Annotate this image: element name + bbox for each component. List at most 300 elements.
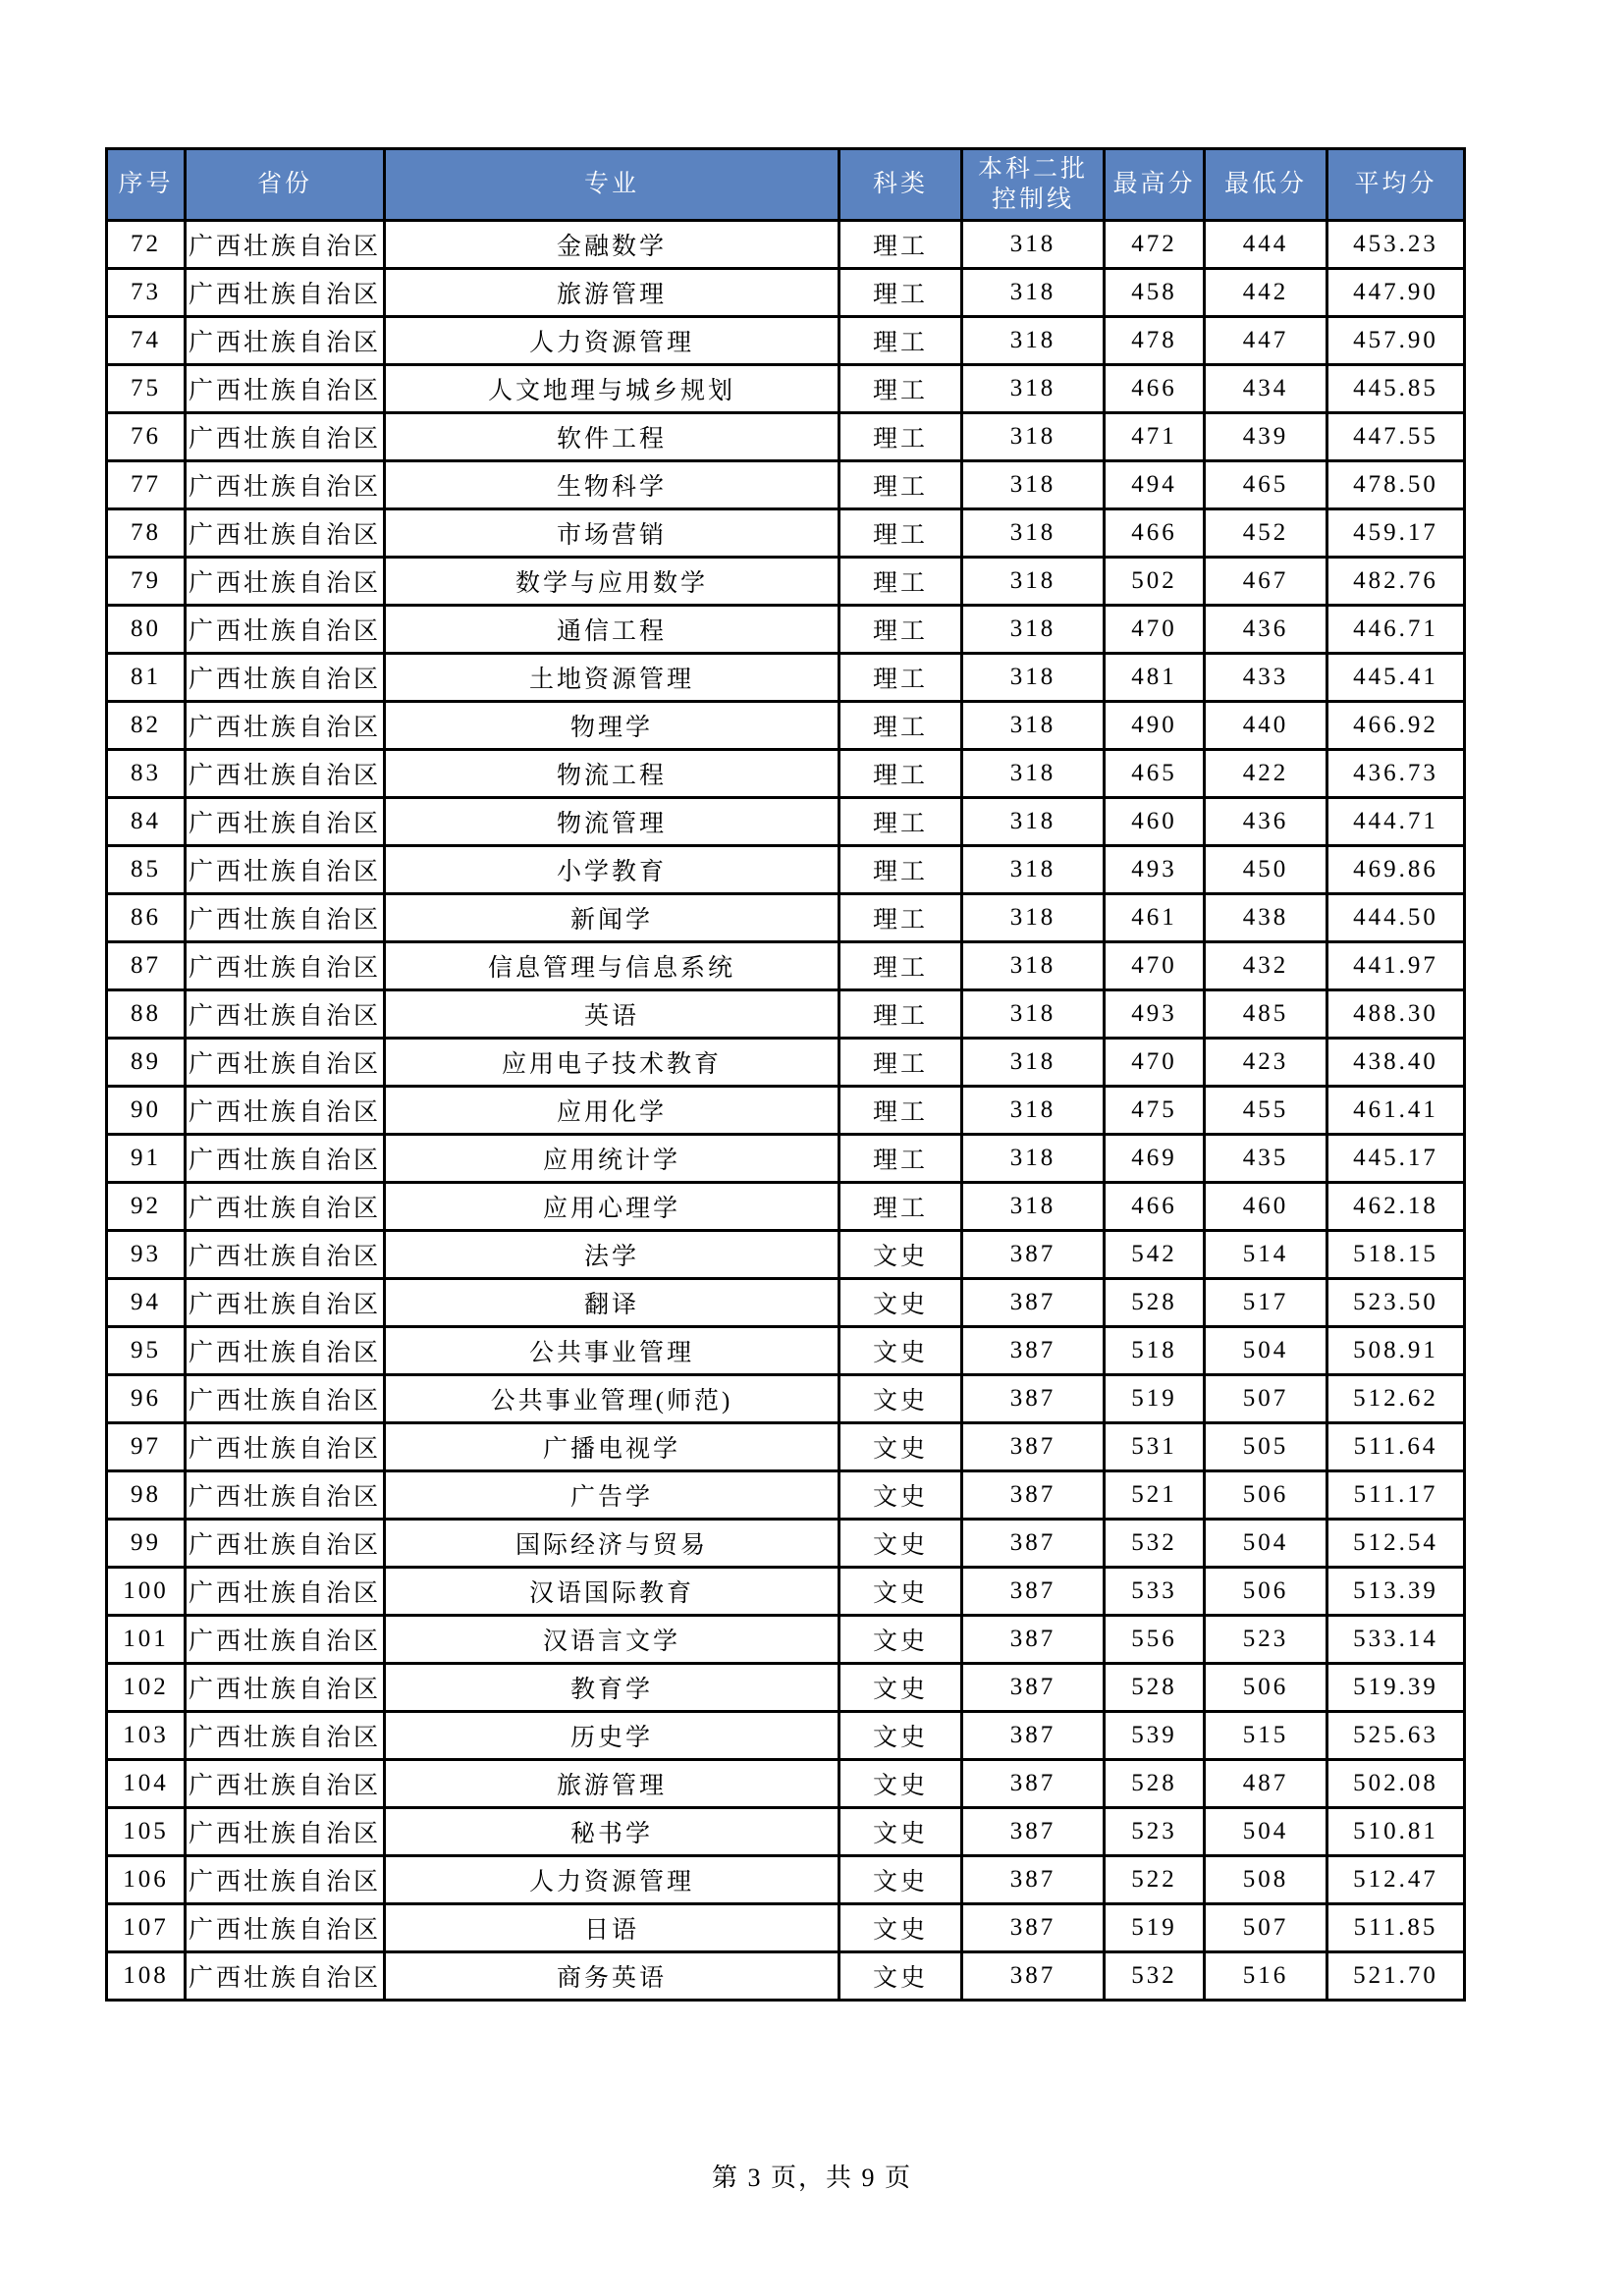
cell-province: 广西壮族自治区 bbox=[186, 942, 385, 990]
cell-max-score: 490 bbox=[1105, 702, 1205, 750]
cell-index: 81 bbox=[107, 654, 186, 702]
cell-control-line: 387 bbox=[962, 1664, 1105, 1712]
cell-avg-score: 521.70 bbox=[1327, 1952, 1465, 2001]
cell-avg-score: 436.73 bbox=[1327, 750, 1465, 798]
cell-max-score: 539 bbox=[1105, 1712, 1205, 1760]
table-row bbox=[107, 1856, 1465, 1904]
cell-avg-score: 511.85 bbox=[1327, 1904, 1465, 1952]
cell-min-score: 504 bbox=[1205, 1520, 1327, 1568]
cell-index: 103 bbox=[107, 1712, 186, 1760]
cell-province: 广西壮族自治区 bbox=[186, 1952, 385, 2001]
cell-min-score: 450 bbox=[1205, 846, 1327, 894]
cell-major: 物流管理 bbox=[385, 798, 839, 846]
cell-index: 84 bbox=[107, 798, 186, 846]
cell-avg-score: 488.30 bbox=[1327, 990, 1465, 1039]
table-row bbox=[107, 413, 1465, 461]
cell-province: 广西壮族自治区 bbox=[186, 1087, 385, 1135]
table-row bbox=[107, 1952, 1465, 2001]
cell-avg-score: 510.81 bbox=[1327, 1808, 1465, 1856]
table-row bbox=[107, 750, 1465, 798]
table-row bbox=[107, 654, 1465, 702]
cell-avg-score: 478.50 bbox=[1327, 461, 1465, 509]
cell-category: 文史 bbox=[839, 1375, 962, 1423]
cell-province: 广西壮族自治区 bbox=[186, 1231, 385, 1279]
table-row bbox=[107, 606, 1465, 654]
col-header-max-score: 最高分 bbox=[1105, 149, 1205, 221]
table-row bbox=[107, 942, 1465, 990]
cell-major: 通信工程 bbox=[385, 606, 839, 654]
cell-category: 理工 bbox=[839, 509, 962, 558]
cell-index: 95 bbox=[107, 1327, 186, 1375]
cell-major: 汉语言文学 bbox=[385, 1616, 839, 1664]
cell-max-score: 519 bbox=[1105, 1375, 1205, 1423]
cell-control-line: 387 bbox=[962, 1423, 1105, 1471]
cell-avg-score: 447.55 bbox=[1327, 413, 1465, 461]
cell-min-score: 455 bbox=[1205, 1087, 1327, 1135]
cell-major: 人文地理与城乡规划 bbox=[385, 365, 839, 413]
cell-control-line: 318 bbox=[962, 269, 1105, 317]
cell-max-score: 532 bbox=[1105, 1952, 1205, 2001]
table-row bbox=[107, 1375, 1465, 1423]
cell-avg-score: 441.97 bbox=[1327, 942, 1465, 990]
cell-province: 广西壮族自治区 bbox=[186, 1471, 385, 1520]
cell-min-score: 435 bbox=[1205, 1135, 1327, 1183]
cell-index: 91 bbox=[107, 1135, 186, 1183]
cell-min-score: 467 bbox=[1205, 558, 1327, 606]
cell-control-line: 387 bbox=[962, 1279, 1105, 1327]
cell-index: 93 bbox=[107, 1231, 186, 1279]
cell-control-line: 318 bbox=[962, 1039, 1105, 1087]
table-row bbox=[107, 846, 1465, 894]
cell-max-score: 502 bbox=[1105, 558, 1205, 606]
cell-index: 102 bbox=[107, 1664, 186, 1712]
cell-major: 公共事业管理(师范) bbox=[385, 1375, 839, 1423]
table-row bbox=[107, 1664, 1465, 1712]
cell-min-score: 523 bbox=[1205, 1616, 1327, 1664]
cell-province: 广西壮族自治区 bbox=[186, 702, 385, 750]
cell-index: 73 bbox=[107, 269, 186, 317]
cell-control-line: 318 bbox=[962, 750, 1105, 798]
cell-index: 90 bbox=[107, 1087, 186, 1135]
cell-province: 广西壮族自治区 bbox=[186, 1183, 385, 1231]
table-row bbox=[107, 1039, 1465, 1087]
cell-avg-score: 523.50 bbox=[1327, 1279, 1465, 1327]
cell-category: 理工 bbox=[839, 413, 962, 461]
cell-avg-score: 511.17 bbox=[1327, 1471, 1465, 1520]
cell-control-line: 318 bbox=[962, 654, 1105, 702]
cell-control-line: 318 bbox=[962, 990, 1105, 1039]
cell-category: 理工 bbox=[839, 1135, 962, 1183]
cell-major: 英语 bbox=[385, 990, 839, 1039]
cell-major: 应用心理学 bbox=[385, 1183, 839, 1231]
cell-index: 97 bbox=[107, 1423, 186, 1471]
cell-province: 广西壮族自治区 bbox=[186, 1664, 385, 1712]
control-line-line1: 本科二批 bbox=[977, 155, 1088, 183]
cell-avg-score: 533.14 bbox=[1327, 1616, 1465, 1664]
cell-category: 文史 bbox=[839, 1616, 962, 1664]
table-row bbox=[107, 365, 1465, 413]
cell-avg-score: 469.86 bbox=[1327, 846, 1465, 894]
cell-min-score: 444 bbox=[1205, 221, 1327, 269]
cell-province: 广西壮族自治区 bbox=[186, 1904, 385, 1952]
cell-index: 105 bbox=[107, 1808, 186, 1856]
cell-control-line: 318 bbox=[962, 702, 1105, 750]
cell-category: 理工 bbox=[839, 1039, 962, 1087]
cell-category: 理工 bbox=[839, 606, 962, 654]
cell-province: 广西壮族自治区 bbox=[186, 846, 385, 894]
cell-max-score: 528 bbox=[1105, 1664, 1205, 1712]
cell-major: 应用化学 bbox=[385, 1087, 839, 1135]
cell-index: 96 bbox=[107, 1375, 186, 1423]
cell-max-score: 542 bbox=[1105, 1231, 1205, 1279]
table-row bbox=[107, 894, 1465, 942]
cell-max-score: 556 bbox=[1105, 1616, 1205, 1664]
cell-major: 旅游管理 bbox=[385, 269, 839, 317]
cell-category: 文史 bbox=[839, 1279, 962, 1327]
cell-control-line: 387 bbox=[962, 1375, 1105, 1423]
cell-avg-score: 502.08 bbox=[1327, 1760, 1465, 1808]
cell-major: 翻译 bbox=[385, 1279, 839, 1327]
cell-min-score: 422 bbox=[1205, 750, 1327, 798]
cell-avg-score: 446.71 bbox=[1327, 606, 1465, 654]
cell-index: 101 bbox=[107, 1616, 186, 1664]
table-row bbox=[107, 269, 1465, 317]
cell-category: 文史 bbox=[839, 1520, 962, 1568]
table-body bbox=[107, 221, 1465, 2001]
cell-major: 物理学 bbox=[385, 702, 839, 750]
cell-category: 文史 bbox=[839, 1327, 962, 1375]
cell-min-score: 507 bbox=[1205, 1375, 1327, 1423]
cell-min-score: 487 bbox=[1205, 1760, 1327, 1808]
cell-category: 理工 bbox=[839, 990, 962, 1039]
cell-category: 理工 bbox=[839, 942, 962, 990]
cell-max-score: 528 bbox=[1105, 1279, 1205, 1327]
cell-min-score: 485 bbox=[1205, 990, 1327, 1039]
cell-min-score: 438 bbox=[1205, 894, 1327, 942]
cell-avg-score: 512.54 bbox=[1327, 1520, 1465, 1568]
col-header-avg-score: 平均分 bbox=[1327, 149, 1465, 221]
cell-index: 85 bbox=[107, 846, 186, 894]
cell-major: 小学教育 bbox=[385, 846, 839, 894]
cell-category: 文史 bbox=[839, 1423, 962, 1471]
cell-min-score: 506 bbox=[1205, 1471, 1327, 1520]
cell-control-line: 318 bbox=[962, 894, 1105, 942]
cell-min-score: 436 bbox=[1205, 606, 1327, 654]
cell-province: 广西壮族自治区 bbox=[186, 461, 385, 509]
cell-major: 数学与应用数学 bbox=[385, 558, 839, 606]
cell-index: 76 bbox=[107, 413, 186, 461]
cell-avg-score: 453.23 bbox=[1327, 221, 1465, 269]
col-header-control-line bbox=[962, 149, 1105, 221]
cell-control-line: 318 bbox=[962, 461, 1105, 509]
table-row bbox=[107, 509, 1465, 558]
cell-major: 汉语国际教育 bbox=[385, 1568, 839, 1616]
table-row bbox=[107, 1135, 1465, 1183]
cell-category: 理工 bbox=[839, 1087, 962, 1135]
cell-major: 人力资源管理 bbox=[385, 317, 839, 365]
cell-min-score: 507 bbox=[1205, 1904, 1327, 1952]
cell-control-line: 387 bbox=[962, 1231, 1105, 1279]
cell-control-line: 387 bbox=[962, 1856, 1105, 1904]
col-header-province: 省份 bbox=[186, 149, 385, 221]
cell-avg-score: 461.41 bbox=[1327, 1087, 1465, 1135]
table-row bbox=[107, 1183, 1465, 1231]
cell-max-score: 470 bbox=[1105, 942, 1205, 990]
cell-major: 秘书学 bbox=[385, 1808, 839, 1856]
table-row bbox=[107, 1760, 1465, 1808]
cell-control-line: 387 bbox=[962, 1568, 1105, 1616]
cell-index: 94 bbox=[107, 1279, 186, 1327]
cell-major: 软件工程 bbox=[385, 413, 839, 461]
cell-max-score: 458 bbox=[1105, 269, 1205, 317]
cell-max-score: 521 bbox=[1105, 1471, 1205, 1520]
cell-max-score: 470 bbox=[1105, 606, 1205, 654]
cell-control-line: 318 bbox=[962, 317, 1105, 365]
cell-min-score: 465 bbox=[1205, 461, 1327, 509]
cell-category: 文史 bbox=[839, 1904, 962, 1952]
cell-major: 历史学 bbox=[385, 1712, 839, 1760]
cell-max-score: 469 bbox=[1105, 1135, 1205, 1183]
cell-min-score: 514 bbox=[1205, 1231, 1327, 1279]
cell-index: 92 bbox=[107, 1183, 186, 1231]
cell-province: 广西壮族自治区 bbox=[186, 413, 385, 461]
cell-index: 82 bbox=[107, 702, 186, 750]
cell-category: 理工 bbox=[839, 798, 962, 846]
cell-major: 法学 bbox=[385, 1231, 839, 1279]
cell-control-line: 318 bbox=[962, 221, 1105, 269]
cell-province: 广西壮族自治区 bbox=[186, 1423, 385, 1471]
cell-max-score: 481 bbox=[1105, 654, 1205, 702]
cell-index: 88 bbox=[107, 990, 186, 1039]
cell-category: 理工 bbox=[839, 750, 962, 798]
table-row bbox=[107, 1087, 1465, 1135]
table-row bbox=[107, 1712, 1465, 1760]
cell-min-score: 517 bbox=[1205, 1279, 1327, 1327]
cell-province: 广西壮族自治区 bbox=[186, 1327, 385, 1375]
cell-control-line: 318 bbox=[962, 365, 1105, 413]
table-row bbox=[107, 1279, 1465, 1327]
cell-major: 旅游管理 bbox=[385, 1760, 839, 1808]
cell-min-score: 505 bbox=[1205, 1423, 1327, 1471]
cell-avg-score: 445.85 bbox=[1327, 365, 1465, 413]
cell-avg-score: 457.90 bbox=[1327, 317, 1465, 365]
cell-index: 89 bbox=[107, 1039, 186, 1087]
cell-control-line: 387 bbox=[962, 1616, 1105, 1664]
cell-avg-score: 459.17 bbox=[1327, 509, 1465, 558]
cell-avg-score: 466.92 bbox=[1327, 702, 1465, 750]
cell-province: 广西壮族自治区 bbox=[186, 509, 385, 558]
cell-index: 99 bbox=[107, 1520, 186, 1568]
cell-major: 应用电子技术教育 bbox=[385, 1039, 839, 1087]
cell-min-score: 434 bbox=[1205, 365, 1327, 413]
cell-province: 广西壮族自治区 bbox=[186, 1279, 385, 1327]
cell-category: 文史 bbox=[839, 1568, 962, 1616]
cell-max-score: 465 bbox=[1105, 750, 1205, 798]
cell-min-score: 439 bbox=[1205, 413, 1327, 461]
cell-max-score: 472 bbox=[1105, 221, 1205, 269]
cell-control-line: 387 bbox=[962, 1952, 1105, 2001]
cell-index: 78 bbox=[107, 509, 186, 558]
cell-province: 广西壮族自治区 bbox=[186, 1616, 385, 1664]
cell-avg-score: 512.62 bbox=[1327, 1375, 1465, 1423]
control-line-line2: 控制线 bbox=[991, 187, 1074, 213]
cell-province: 广西壮族自治区 bbox=[186, 1039, 385, 1087]
cell-category: 理工 bbox=[839, 558, 962, 606]
cell-control-line: 318 bbox=[962, 1183, 1105, 1231]
table-row bbox=[107, 1808, 1465, 1856]
cell-index: 86 bbox=[107, 894, 186, 942]
cell-min-score: 440 bbox=[1205, 702, 1327, 750]
cell-index: 75 bbox=[107, 365, 186, 413]
table-row bbox=[107, 1423, 1465, 1471]
cell-control-line: 387 bbox=[962, 1327, 1105, 1375]
table-row bbox=[107, 798, 1465, 846]
cell-category: 文史 bbox=[839, 1664, 962, 1712]
cell-major: 教育学 bbox=[385, 1664, 839, 1712]
cell-max-score: 494 bbox=[1105, 461, 1205, 509]
cell-max-score: 478 bbox=[1105, 317, 1205, 365]
cell-index: 104 bbox=[107, 1760, 186, 1808]
cell-index: 108 bbox=[107, 1952, 186, 2001]
cell-max-score: 532 bbox=[1105, 1520, 1205, 1568]
cell-control-line: 387 bbox=[962, 1520, 1105, 1568]
header-row bbox=[107, 149, 1465, 221]
table-row bbox=[107, 317, 1465, 365]
cell-control-line: 318 bbox=[962, 606, 1105, 654]
col-header-category: 科类 bbox=[839, 149, 962, 221]
cell-province: 广西壮族自治区 bbox=[186, 221, 385, 269]
cell-major: 土地资源管理 bbox=[385, 654, 839, 702]
cell-major: 信息管理与信息系统 bbox=[385, 942, 839, 990]
cell-avg-score: 513.39 bbox=[1327, 1568, 1465, 1616]
cell-category: 理工 bbox=[839, 221, 962, 269]
cell-index: 98 bbox=[107, 1471, 186, 1520]
cell-min-score: 423 bbox=[1205, 1039, 1327, 1087]
cell-max-score: 522 bbox=[1105, 1856, 1205, 1904]
col-header-index: 序号 bbox=[107, 149, 186, 221]
cell-province: 广西壮族自治区 bbox=[186, 1808, 385, 1856]
col-header-min-score: 最低分 bbox=[1205, 149, 1327, 221]
cell-max-score: 519 bbox=[1105, 1904, 1205, 1952]
cell-index: 79 bbox=[107, 558, 186, 606]
cell-max-score: 466 bbox=[1105, 509, 1205, 558]
cell-min-score: 447 bbox=[1205, 317, 1327, 365]
cell-province: 广西壮族自治区 bbox=[186, 894, 385, 942]
cell-avg-score: 444.50 bbox=[1327, 894, 1465, 942]
cell-major: 日语 bbox=[385, 1904, 839, 1952]
table-row bbox=[107, 461, 1465, 509]
cell-min-score: 452 bbox=[1205, 509, 1327, 558]
cell-major: 生物科学 bbox=[385, 461, 839, 509]
cell-control-line: 387 bbox=[962, 1904, 1105, 1952]
cell-control-line: 318 bbox=[962, 509, 1105, 558]
cell-province: 广西壮族自治区 bbox=[186, 1520, 385, 1568]
cell-index: 74 bbox=[107, 317, 186, 365]
cell-min-score: 442 bbox=[1205, 269, 1327, 317]
cell-max-score: 471 bbox=[1105, 413, 1205, 461]
cell-category: 文史 bbox=[839, 1856, 962, 1904]
cell-control-line: 318 bbox=[962, 413, 1105, 461]
cell-province: 广西壮族自治区 bbox=[186, 990, 385, 1039]
cell-control-line: 387 bbox=[962, 1808, 1105, 1856]
cell-major: 人力资源管理 bbox=[385, 1856, 839, 1904]
table-row bbox=[107, 1616, 1465, 1664]
cell-avg-score: 445.41 bbox=[1327, 654, 1465, 702]
cell-category: 理工 bbox=[839, 1183, 962, 1231]
cell-avg-score: 519.39 bbox=[1327, 1664, 1465, 1712]
cell-max-score: 493 bbox=[1105, 990, 1205, 1039]
cell-max-score: 475 bbox=[1105, 1087, 1205, 1135]
cell-index: 80 bbox=[107, 606, 186, 654]
cell-avg-score: 462.18 bbox=[1327, 1183, 1465, 1231]
cell-province: 广西壮族自治区 bbox=[186, 750, 385, 798]
cell-index: 83 bbox=[107, 750, 186, 798]
cell-min-score: 516 bbox=[1205, 1952, 1327, 2001]
cell-major: 新闻学 bbox=[385, 894, 839, 942]
cell-category: 文史 bbox=[839, 1231, 962, 1279]
table-row bbox=[107, 990, 1465, 1039]
cell-max-score: 461 bbox=[1105, 894, 1205, 942]
cell-max-score: 518 bbox=[1105, 1327, 1205, 1375]
cell-category: 理工 bbox=[839, 702, 962, 750]
cell-control-line: 318 bbox=[962, 942, 1105, 990]
cell-category: 文史 bbox=[839, 1471, 962, 1520]
cell-index: 106 bbox=[107, 1856, 186, 1904]
cell-province: 广西壮族自治区 bbox=[186, 1375, 385, 1423]
cell-control-line: 387 bbox=[962, 1760, 1105, 1808]
cell-avg-score: 508.91 bbox=[1327, 1327, 1465, 1375]
cell-max-score: 523 bbox=[1105, 1808, 1205, 1856]
cell-category: 理工 bbox=[839, 269, 962, 317]
cell-control-line: 318 bbox=[962, 1087, 1105, 1135]
cell-province: 广西壮族自治区 bbox=[186, 1856, 385, 1904]
cell-major: 公共事业管理 bbox=[385, 1327, 839, 1375]
table-row bbox=[107, 702, 1465, 750]
cell-province: 广西壮族自治区 bbox=[186, 798, 385, 846]
table-row bbox=[107, 1568, 1465, 1616]
cell-min-score: 506 bbox=[1205, 1664, 1327, 1712]
cell-category: 理工 bbox=[839, 654, 962, 702]
cell-avg-score: 438.40 bbox=[1327, 1039, 1465, 1087]
cell-province: 广西壮族自治区 bbox=[186, 606, 385, 654]
cell-major: 广告学 bbox=[385, 1471, 839, 1520]
col-header-major: 专业 bbox=[385, 149, 839, 221]
table-row bbox=[107, 221, 1465, 269]
table-row bbox=[107, 1904, 1465, 1952]
table-row bbox=[107, 1231, 1465, 1279]
cell-index: 87 bbox=[107, 942, 186, 990]
cell-min-score: 515 bbox=[1205, 1712, 1327, 1760]
cell-control-line: 318 bbox=[962, 846, 1105, 894]
cell-avg-score: 511.64 bbox=[1327, 1423, 1465, 1471]
cell-min-score: 504 bbox=[1205, 1808, 1327, 1856]
cell-category: 理工 bbox=[839, 894, 962, 942]
cell-max-score: 466 bbox=[1105, 1183, 1205, 1231]
cell-province: 广西壮族自治区 bbox=[186, 558, 385, 606]
cell-index: 100 bbox=[107, 1568, 186, 1616]
cell-major: 物流工程 bbox=[385, 750, 839, 798]
cell-avg-score: 444.71 bbox=[1327, 798, 1465, 846]
cell-avg-score: 447.90 bbox=[1327, 269, 1465, 317]
cell-control-line: 318 bbox=[962, 1135, 1105, 1183]
cell-province: 广西壮族自治区 bbox=[186, 654, 385, 702]
table-row bbox=[107, 1520, 1465, 1568]
cell-province: 广西壮族自治区 bbox=[186, 1712, 385, 1760]
cell-province: 广西壮族自治区 bbox=[186, 269, 385, 317]
cell-min-score: 436 bbox=[1205, 798, 1327, 846]
cell-province: 广西壮族自治区 bbox=[186, 1760, 385, 1808]
cell-category: 文史 bbox=[839, 1808, 962, 1856]
